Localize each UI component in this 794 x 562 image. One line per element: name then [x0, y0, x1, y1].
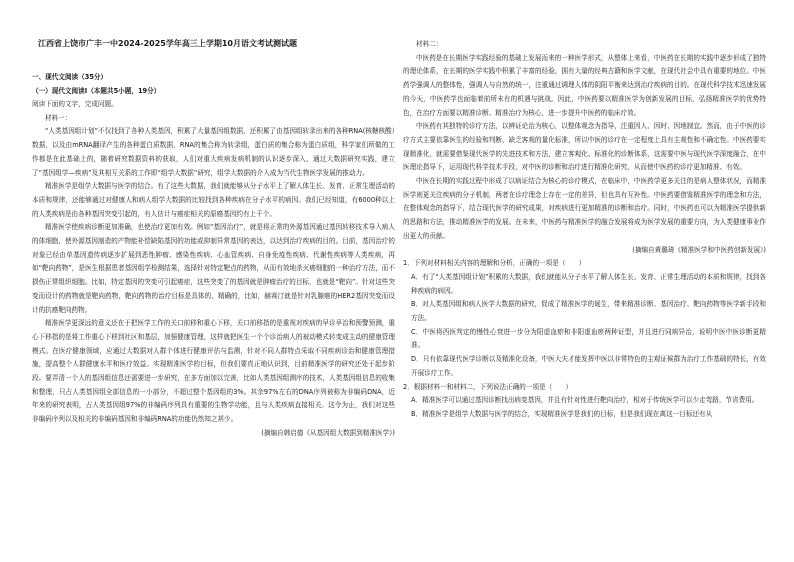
question-1-stem: 1．下列对材料相关内容的理解和分析，正确的一项是（ ）: [403, 259, 586, 268]
page-title: 江西省上饶市广丰一中2024-2025学年高三上学期10月语文考试测试题: [38, 39, 297, 48]
paragraph: 精准医学更深远的意义还在于把医学工作的关口前移和重心下移，关口前移指的是重视对疾病的早诊早治和预警预测，重心下移指的是将工作重心下移到社区和基层，加强健康管理，这样就把医生一个个诊治病人的被动模式转变成主动的健康管理模式。在医疗健康领域，应通过大数据对人群个体进行健康评估与监测，针对不同人群特点采取不同疾病诊治和健康管理措施，提高整个人群健康水平和医疗效益。实现精准医学的目标，但我们要真正地认识到，目前精准医学的研究还处于起步阶段。要弄清一个人的基因组信息还需要进一步研究，在多方面加以完善，比如人类基因组测序的技术，人类基因组信息的收集和整理，只占人类基因组全部信息的一小部分，不超过整个基因组的3%。其余97%左右的DNA序列被称为非编码DNA，近年来的研究表明，占人类基因组97%的非编码序列具有重要的生物学功能，且与人类疾病直接相关。这令为止，我们对这些非编码序列以及相关的非编码基因和非编码RNA的功能仍然知之甚少。: [32, 319, 395, 424]
paragraph: 精准医学是组学大数据与医学的结合。有了这些大数据，我们就能够从分子水平上了解人体生长、发育、正常生理活动的本质和规律，还能够通过对健康人和病人组学大数据的比较找到各种疾病在分子水平的病因。我们已经知道，有6000种以上的人类疾病是由各种基因突变引起的，有人估计与癌症相关的原癌基因约有上千个。: [32, 182, 395, 218]
subsection-heading: （一）现代文阅读Ⅰ（本题共5小题，19分）: [32, 87, 161, 95]
instruction-text: 阅读下面的文字，完成问题。: [32, 100, 118, 108]
question-1-option-c: C．中医将西医判定的慢性心衰进一步分为阳虚血瘀和非阳虚血瘀两种证型，并且进行同病异治，说明中医中医诊断更精准。: [411, 327, 766, 350]
question-1-option-a: A．有了“人类基因组计划”积累的大数据，我们就能从分子水平了解人体生长、发育、正常生理活动的本质和规律，找到各种疾病的病因。: [411, 272, 766, 295]
material-label: 材料一：: [45, 113, 72, 122]
paragraph: 中医药是在长期医学实践经验的基础上发展而来的一种医学形式，从整体上来看，中医药在长期的实践中逐步形成了独特的理论体系，在长期的医学实践中积累了丰富的经验，拥有大量的经典古籍和医学文献，在现代社会中具有重要的地位。中医药学强调人的整体性，强调人与自然的统一，注重通过调理人体的阴阳平衡来达到治疗疾病的目的。在现代科学技术迅速发展的今天，中医药学也面临着前所未有的机遇与挑战。因此，中医药要以精准医学为创新发展的目标，弘扬精准医学的优势特色，在治疗方面要以精准诊断、精准治疗为核心，进一步提升中医药的临床疗效。: [403, 53, 766, 117]
question-1-option-d: D．只有依靠现代医学诊断以及精准化设备，中医大夫才能发挥中医以非常特色的主观证候群为治疗工作基础的特长，有效开展诊疗工作。: [411, 355, 766, 377]
question-1-option-b: B．对人类基因组和病人医学大数据的研究，促成了精准医学的诞生，带来精准诊断、基因治疗、靶向药物等医学新手段和方法。: [411, 300, 766, 323]
source-citation: (摘编自黄璐琦《精准医学和中医药创新发展》): [632, 245, 766, 254]
section-heading: 一、现代文阅读（35分）: [32, 73, 108, 81]
question-2-stem: 2．根据材料一和材料二，下列说法正确的一项是（ ）: [403, 382, 573, 391]
paragraph: 中医在长期的实践过程中形成了以病证结合为核心的诊疗模式，在临床中，中医药学更多关注的是病人整体状况，而精准医学则更关注疾病的分子机制，两者在诊疗理念上存在一定的差异，但也具有互补性。中医药要借鉴精准医学的理念和方法，在整体观念的指导下，结合现代医学的研究成果，对疾病进行更加精准的诊断和治疗。同时，中医药也可以为精准医学提供新的思路和方法，推动精准医学的发展。在未来，中医药与精准医学的融合发展将成为医学发展的重要方向，为人类健康事业作出更大的贡献。: [403, 177, 766, 240]
question-2-option-b: B．精准医学是组学大数据与医学的结合，实现精准医学是我们的目标，但是我们现在离这一目标还有从: [411, 409, 713, 418]
paragraph: 精准医学使疾病诊断更加准确，也使治疗更加有效。例如“基因治疗”，就是将正常的外源基因通过基因转移技术导入病人的体细胞，使外源基因制造的产物能补偿缺陷基因的功能或抑制异常基因的表达，以达到治疗疾病的目的。目前，基因治疗的对象已经由单基因遗传病逐步扩展到恶性肿瘤、感染性疾病、心血管疾病、自身免疫性疾病、代谢性疾病等人类疾病，再如“靶向药物”，是医生根据患者基因组学检测结果，选择针对特定靶点的药物，从而有效地杀灭癌细胞的一种治疗方法，而不损伤正常组织细胞。比如，特定基因的突变可引起癌症，这些突变了的基因就是肿瘤治疗的目标，也就是“靶向”。针对这些突变而设计的药物就是靶向药物，靶向药物的治疗目标是具体的、精确的，比如，赫赛汀就是针对乳腺癌的HER2基因突变而设计的抗癌靶向药物。: [32, 223, 395, 314]
question-2-option-a: A．精准医学可以通过基因诊断找出病变基因，并且有针对性进行靶向治疗，相对于传统医学可以少走弯路，节省费用。: [411, 396, 759, 405]
source-citation: (摘编自韩启德《从基因组大数据到精准医学》): [261, 428, 395, 437]
left-column: [32, 72, 395, 441]
material-label: 材料二：: [416, 40, 443, 48]
paragraph: 中医药有其独特的诊疗方法，以辨证论治为核心，以整体观念为指导，注重因人、因时、因地制宜。然而，由于中医的诊疗方式主要依靠医生的经验和判断，缺乏客观的量化标准，所以中医的诊疗在一定程度上具有主观性和不确定性。中医药要实现精准化，就需要借鉴现代医学的先进技术和方法，建立客观化、标准化的诊断体系，这需要中医与现代医学深度融合，在中医理论指导下，运用现代科学技术手段，对中医的诊断和治疗进行精准化研究，从而使中医药的诊疗更加精准、有效。: [403, 122, 766, 172]
paragraph: “人类基因组计划”不仅找到了各种人类基因，积累了大量基因组数据，还积累了由基因组转录出来的各种RNA(核糖核酸）数据，以及由mRNA翻译产生的各种蛋白质数据，RNA的集合称为转录组，蛋白质的集合称为蛋白质组，科学家们所做的工作都是在此基础上的，随着研究数据资料的获取，人们对重大疾病发病机制的认识逐步深入，通过大数据研究实践，建立了“基因组学—疾病”及其相互关系的工作即“组学大数据”研究，组学大数据的介入成为当代生物医学发展的推动力。: [32, 127, 395, 177]
right-column: [403, 38, 766, 422]
